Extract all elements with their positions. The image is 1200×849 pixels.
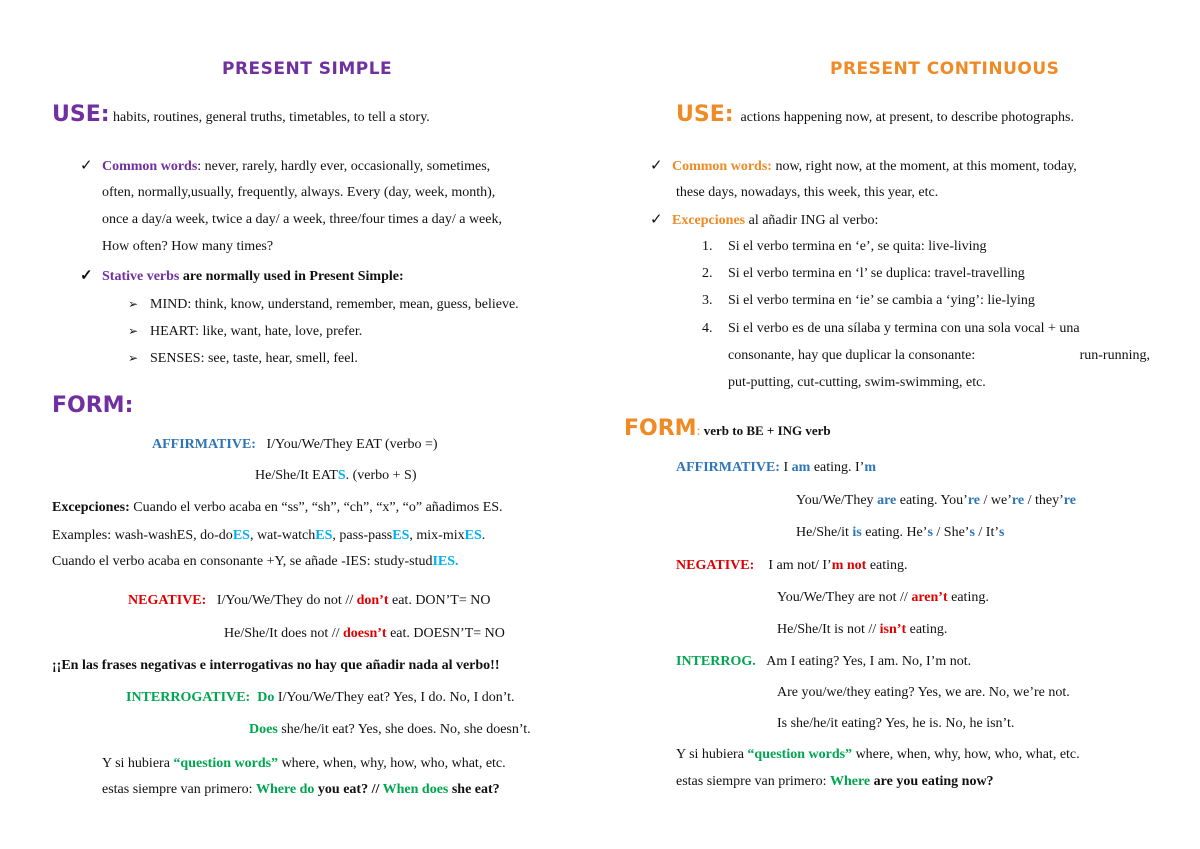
rule-1 xyxy=(702,238,987,256)
negative-text: eat. DON’T= NO xyxy=(388,593,491,608)
affirmative-line-2 xyxy=(796,492,1076,510)
aff-text: / She’ xyxy=(932,525,970,540)
common-words-label: Common words xyxy=(102,159,198,174)
rule-text: Si el verbo termina en ‘e’, se quita: live-living xyxy=(728,239,987,254)
aff-verb: s xyxy=(969,525,975,540)
negative-contraction: aren’t xyxy=(911,590,948,605)
negative-text: eat. DOESN’T= NO xyxy=(386,626,505,641)
stative-heart xyxy=(128,322,362,341)
interrogative-aux: Does xyxy=(249,722,278,737)
interrogative-text: she/he/it eat? Yes, she does. No, she doesn’t. xyxy=(277,722,531,737)
stative-mind-text: MIND: think, know, understand, remember, mean, guess, believe. xyxy=(150,297,519,312)
negative-contraction: m not xyxy=(831,558,867,573)
page-title-present-continuous: PRESENT CONTINUOUS xyxy=(830,59,1060,79)
negative-label: NEGATIVE: xyxy=(676,558,755,573)
qw-text: are you eating now? xyxy=(870,774,994,789)
ies-text: Cuando el verbo acaba en consonante +Y, se añade -IES: study-stud xyxy=(52,554,433,569)
interrogative-label: INTERROG. xyxy=(676,654,756,669)
aff-text: eating. I’ xyxy=(810,460,865,475)
use-text: habits, routines, general truths, timetables, to tell a story. xyxy=(113,110,430,125)
rule-4-line-2 xyxy=(728,347,1150,365)
negative-line-1 xyxy=(128,592,490,610)
question-words-line-2 xyxy=(676,773,994,791)
affirmative-s: S xyxy=(337,468,346,483)
negative-text: I am not/ I’ xyxy=(768,558,832,573)
negative-line-1 xyxy=(676,557,908,575)
ies-suffix: IES. xyxy=(432,554,459,569)
negative-text: eating. xyxy=(906,622,948,637)
exceptions-label: Excepciones xyxy=(672,213,746,228)
rule-number: 3. xyxy=(702,293,713,308)
examples-es: ES xyxy=(464,528,482,543)
qw-example: Where do xyxy=(255,782,315,797)
interrogative-line-2 xyxy=(249,721,531,739)
common-words-line-1 xyxy=(80,157,490,176)
affirmative-text-2b: . (verbo + S) xyxy=(345,468,417,483)
form-colon: : xyxy=(696,424,701,439)
stative-senses xyxy=(128,349,358,368)
use-line xyxy=(52,102,430,128)
exceptions-text: Cuando el verbo acaba en “ss”, “sh”, “ch”, “x”, “o” añadimos ES. xyxy=(129,500,503,515)
aff-text: / they’ xyxy=(1024,493,1064,508)
rule-text: consonante, hay que duplicar la consonante: xyxy=(728,348,976,363)
affirmative-label: AFFIRMATIVE: xyxy=(152,437,256,452)
affirmative-line-3 xyxy=(796,524,1004,542)
common-words-line-1 xyxy=(650,157,1077,176)
exceptions-line xyxy=(650,211,878,230)
aff-text: / we’ xyxy=(980,493,1012,508)
rule-number: 4. xyxy=(702,321,713,336)
common-words-text: now, right now, at the moment, at this moment, today, xyxy=(771,159,1077,174)
qw-text: Y si hubiera xyxy=(676,747,748,762)
affirmative-line-2 xyxy=(255,467,417,485)
form-text: verb to BE + ING verb xyxy=(700,423,831,438)
negative-line-2 xyxy=(224,625,505,643)
aff-verb: are xyxy=(877,493,897,508)
examples-d: , mix-mix xyxy=(409,528,465,543)
form-heading: FORM: xyxy=(52,393,134,418)
question-words-label: “question words” xyxy=(747,747,853,762)
negative-contraction: doesn’t xyxy=(343,626,387,641)
qw-text: where, when, why, how, who, what, etc. xyxy=(852,747,1080,762)
use-heading: USE: xyxy=(676,102,734,127)
affirmative-label: AFFIRMATIVE: xyxy=(676,460,780,475)
exceptions-text: al añadir ING al verbo: xyxy=(745,213,879,228)
exceptions-label: Excepciones: xyxy=(52,500,130,515)
aff-verb: re xyxy=(967,493,980,508)
use-text: actions happening now, at present, to describe photographs. xyxy=(740,110,1074,125)
examples-line xyxy=(52,527,485,545)
examples-es: ES xyxy=(232,528,250,543)
interrogative-line-3: Is she/he/it eating? Yes, he is. No, he isn’t. xyxy=(777,716,1015,731)
negative-contraction: don’t xyxy=(356,593,389,608)
aff-verb: s xyxy=(927,525,933,540)
qw-text: estas siempre van primero: xyxy=(102,782,256,797)
negative-label: NEGATIVE: xyxy=(128,593,207,608)
examples-c: , pass-pass xyxy=(332,528,393,543)
negative-text: eating. xyxy=(947,590,989,605)
examples-e: . xyxy=(481,528,486,543)
interrogative-line-1 xyxy=(126,689,515,707)
exceptions-line xyxy=(52,499,503,517)
rule-4-line-3: put-putting, cut-cutting, swim-swimming, etc. xyxy=(728,375,986,390)
negative-line-3 xyxy=(777,621,947,639)
qw-example: When does xyxy=(382,782,449,797)
common-words-line-4: How often? How many times? xyxy=(102,239,274,254)
negative-line-2 xyxy=(777,589,989,607)
qw-text: you eat? // xyxy=(314,782,383,797)
rule-text: Si el verbo es de una sílaba y termina con una sola vocal + una xyxy=(728,321,1080,336)
aff-verb: am xyxy=(791,460,811,475)
rule-2 xyxy=(702,265,1025,283)
qw-text: where, when, why, how, who, what, etc. xyxy=(278,756,506,771)
rule-4 xyxy=(702,320,1080,338)
form-heading: FORM xyxy=(624,416,697,441)
interrogative-text: I/You/We/They eat? Yes, I do. No, I don’t. xyxy=(274,690,515,705)
negative-text: He/She/It is not // xyxy=(777,622,880,637)
rule-text: Si el verbo termina en ‘ie’ se cambia a ‘ying’: lie-lying xyxy=(728,293,1035,308)
aff-verb: re xyxy=(1011,493,1025,508)
rule-text: run-running, xyxy=(1079,348,1150,363)
arrow-bullet-icon: ➢ xyxy=(128,324,139,338)
stative-verbs-label: Stative verbs xyxy=(102,269,180,284)
examples-es: ES xyxy=(392,528,410,543)
qw-text: estas siempre van primero: xyxy=(676,774,830,789)
aff-verb: re xyxy=(1063,493,1076,508)
aff-text: He/She/it xyxy=(796,525,853,540)
question-words-line-1 xyxy=(676,746,1080,764)
warning-note: ¡¡En las frases negativas e interrogativas no hay que añadir nada al verbo!! xyxy=(52,658,500,673)
aff-text: eating. He’ xyxy=(861,525,928,540)
qw-text: Y si hubiera xyxy=(102,756,174,771)
negative-text: You/We/They are not // xyxy=(777,590,912,605)
affirmative-text-1: I/You/We/They EAT (verbo =) xyxy=(266,437,438,452)
use-line xyxy=(676,102,1074,128)
use-heading: USE: xyxy=(52,102,110,127)
interrogative-line-2: Are you/we/they eating? Yes, we are. No, we’re not. xyxy=(777,685,1070,700)
aff-text: I xyxy=(779,460,792,475)
rule-text: Si el verbo termina en ‘l’ se duplica: travel-travelling xyxy=(728,266,1025,281)
stative-verbs-text: are normally used in Present Simple: xyxy=(179,269,404,284)
aff-text: / It’ xyxy=(974,525,1000,540)
stative-heart-text: HEART: like, want, hate, love, prefer. xyxy=(150,324,363,339)
rule-number: 2. xyxy=(702,266,713,281)
question-words-line-2 xyxy=(102,781,500,799)
negative-text: eating. xyxy=(866,558,908,573)
examples-es: ES xyxy=(315,528,333,543)
aff-text: You/We/They xyxy=(796,493,878,508)
form-line xyxy=(624,416,831,442)
common-words-line-2: often, normally,usually, frequently, always. Every (day, week, month), xyxy=(102,185,496,200)
question-words-line-1 xyxy=(102,755,506,773)
qw-example: Where xyxy=(829,774,871,789)
negative-contraction: isn’t xyxy=(879,622,907,637)
page-title-present-simple: PRESENT SIMPLE xyxy=(222,59,393,79)
stative-mind xyxy=(128,295,519,314)
check-icon: ✓ xyxy=(650,212,663,228)
interrogative-text: Am I eating? Yes, I am. No, I’m not. xyxy=(766,654,972,669)
ies-line xyxy=(52,553,459,571)
arrow-bullet-icon: ➢ xyxy=(128,297,139,311)
aff-verb: m xyxy=(864,460,877,475)
aff-verb: s xyxy=(999,525,1005,540)
affirmative-line-1 xyxy=(676,459,876,477)
negative-text: He/She/It does not // xyxy=(224,626,343,641)
rule-number: 1. xyxy=(702,239,713,254)
common-words-line-2: these days, nowadays, this week, this year, etc. xyxy=(676,185,939,200)
check-icon: ✓ xyxy=(80,268,93,284)
interrogative-label: INTERROGATIVE: xyxy=(126,690,251,705)
common-words-label: Common words: xyxy=(672,159,772,174)
check-icon: ✓ xyxy=(650,158,663,174)
rule-3 xyxy=(702,292,1035,310)
stative-verbs-line xyxy=(80,267,404,286)
examples-b: , wat-watch xyxy=(249,528,316,543)
interrogative-aux: Do xyxy=(257,690,275,705)
aff-verb: is xyxy=(852,525,862,540)
stative-senses-text: SENSES: see, taste, hear, smell, feel. xyxy=(150,351,358,366)
check-icon: ✓ xyxy=(80,158,93,174)
common-words-text: : never, rarely, hardly ever, occasionally, sometimes, xyxy=(197,159,491,174)
qw-text: she eat? xyxy=(448,782,500,797)
common-words-line-3: once a day/a week, twice a day/ a week, three/four times a day/ a week, xyxy=(102,212,502,227)
affirmative-text-2a: He/She/It EAT xyxy=(255,468,338,483)
affirmative-line-1 xyxy=(152,436,438,454)
arrow-bullet-icon: ➢ xyxy=(128,351,139,365)
aff-text: eating. You’ xyxy=(896,493,968,508)
question-words-label: “question words” xyxy=(173,756,279,771)
examples-a: Examples: wash-washES, do-do xyxy=(52,528,233,543)
negative-text: I/You/We/They do not // xyxy=(216,593,357,608)
interrogative-line-1 xyxy=(676,653,971,671)
